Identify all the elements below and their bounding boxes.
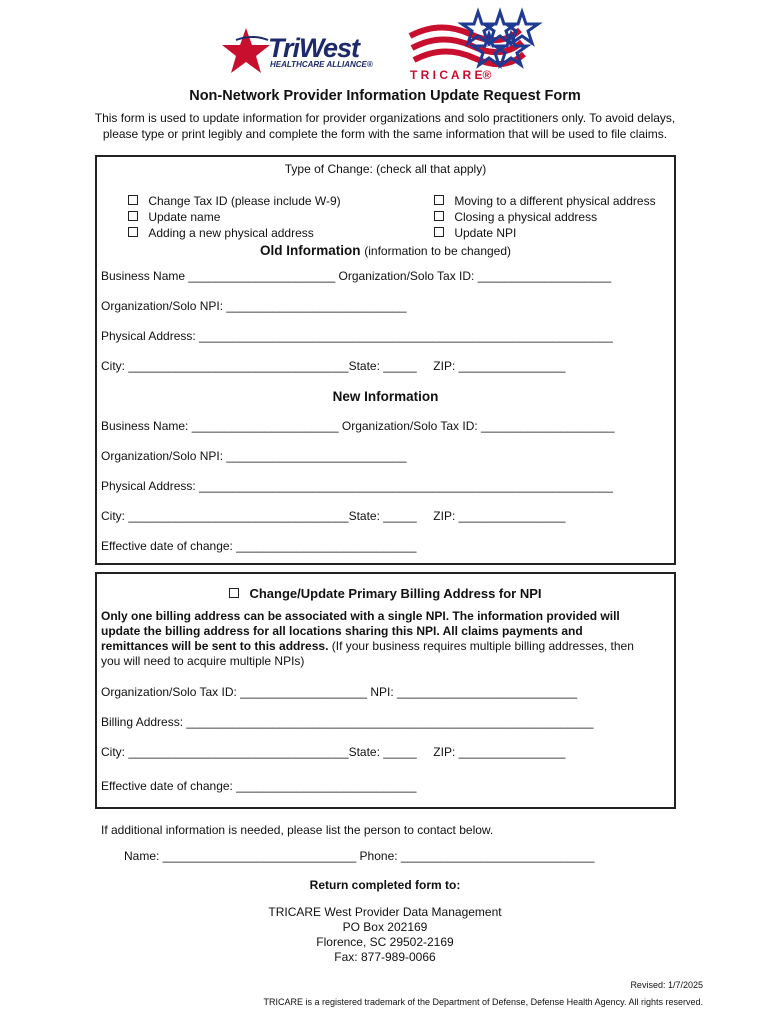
billing-notice-line-4: you will need to acquire multiple NPIs)	[101, 654, 305, 668]
revised-date: Revised: 1/7/2025	[630, 980, 703, 990]
billing-address-section	[95, 572, 676, 809]
old-info-heading: Old Information (information to be changed)	[259, 243, 512, 258]
billing-notice-line-2: update the billing address for all locations sharing this NPI. All claims payments and	[101, 624, 583, 638]
billing-tax-npi-field[interactable]: Organization/Solo Tax ID: ___________________ NPI: ___________________________	[101, 685, 578, 699]
page-title: Non-Network Provider Information Update Request Form	[189, 88, 581, 104]
option-change-tax-id[interactable]: Change Tax ID (please include W-9)	[115, 180, 341, 222]
intro-line-2: please type or print legibly and complete the form with the same information that will be used to file claims.	[102, 127, 668, 141]
intro-text	[60, 110, 710, 142]
return-line-3: Florence, SC 29502-2169	[316, 935, 454, 949]
trademark-notice: TRICARE is a registered trademark of the Department of Defense, Defense Health Agency. All rights reserved.	[263, 997, 703, 1007]
option-update-name[interactable]: Update name	[115, 196, 220, 238]
triwest-star-icon	[222, 28, 270, 73]
intro-line-1: This form is used to update information for provider organizations and solo practitioners only. To avoid delays,	[94, 111, 676, 125]
option-close-address[interactable]: Closing a physical address	[421, 196, 597, 238]
billing-notice-line-1: Only one billing address can be associated with a single NPI. The information provided will	[101, 609, 620, 623]
return-heading: Return completed form to:	[309, 878, 461, 892]
option-update-npi[interactable]: Update NPI	[421, 212, 516, 254]
checkbox-icon[interactable]	[434, 227, 444, 237]
contact-intro: If additional information is needed, please list the person to contact below.	[101, 823, 494, 837]
triwest-subtitle: HEALTHCARE ALLIANCE®	[270, 60, 373, 69]
option-move-address[interactable]: Moving to a different physical address	[421, 180, 656, 222]
return-line-2: PO Box 202169	[342, 920, 428, 934]
old-address-field[interactable]: Physical Address: ______________________________________________________________	[101, 329, 613, 343]
billing-notice	[101, 609, 673, 669]
billing-address-field[interactable]: Billing Address: _____________________________________________________________	[101, 715, 594, 729]
return-line-4: Fax: 877-989-0066	[334, 950, 436, 964]
billing-effective-date-field[interactable]: Effective date of change: ___________________________	[101, 779, 417, 793]
new-npi-field[interactable]: Organization/Solo NPI: ___________________________	[101, 449, 407, 463]
update-info-section	[95, 155, 676, 565]
new-city-state-zip-field[interactable]: City: _________________________________State: _____ ZIP: ________________	[101, 509, 566, 523]
old-business-name-field[interactable]: Business Name ______________________ Organization/Solo Tax ID: ____________________	[101, 269, 612, 283]
option-add-address[interactable]: Adding a new physical address	[115, 212, 314, 254]
type-of-change-heading: Type of Change: (check all that apply)	[284, 162, 487, 176]
logo-graphics	[0, 0, 770, 90]
billing-heading[interactable]: Change/Update Primary Billing Address for NPI	[97, 586, 674, 601]
checkbox-icon[interactable]	[229, 588, 239, 598]
return-address	[0, 905, 770, 965]
new-info-heading: New Information	[332, 389, 439, 404]
checkbox-icon[interactable]	[128, 227, 138, 237]
new-business-name-field[interactable]: Business Name: ______________________ Organization/Solo Tax ID: ____________________	[101, 419, 615, 433]
triwest-wordmark: TriWest	[268, 33, 360, 63]
old-npi-field[interactable]: Organization/Solo NPI: ___________________________	[101, 299, 407, 313]
old-city-state-zip-field[interactable]: City: _________________________________State: _____ ZIP: ________________	[101, 359, 566, 373]
billing-city-state-zip-field[interactable]: City: _________________________________State: _____ ZIP: ________________	[101, 745, 566, 759]
header-logos	[0, 0, 770, 90]
return-line-1: TRICARE West Provider Data Management	[268, 905, 502, 919]
billing-notice-line-3: remittances will be sent to this address. (If your business requires multiple billing addresses, then	[101, 639, 634, 653]
tricare-wordmark: T R I C A R E®	[410, 68, 492, 82]
new-address-field[interactable]: Physical Address: ______________________________________________________________	[101, 479, 613, 493]
tricare-flag-icon	[410, 12, 538, 65]
new-effective-date-field[interactable]: Effective date of change: ___________________________	[101, 539, 417, 553]
contact-name-phone-field[interactable]: Name: _____________________________ Phone: _____________________________	[124, 849, 595, 863]
